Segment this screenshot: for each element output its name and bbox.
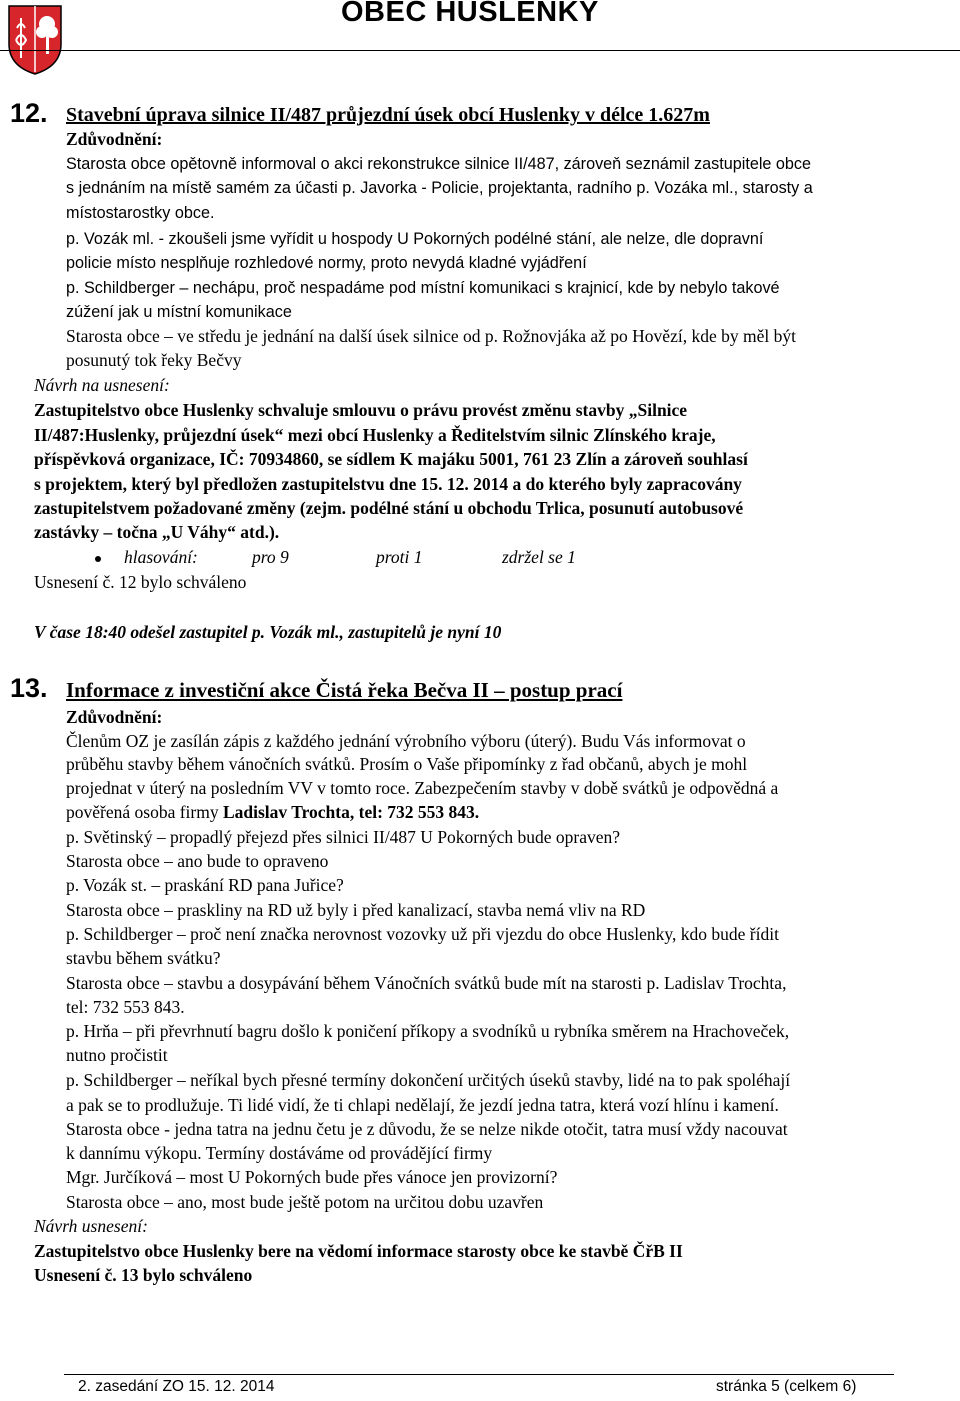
section-12-line: Starosta obce opětovně informoval o akci rekonstrukce silnice II/487, zároveň seznámil zastupitele obce — [66, 155, 812, 173]
section-13-line — [66, 802, 479, 822]
section-13-number: 13. — [10, 673, 48, 703]
contact-info: Ladislav Trochta, tel: 732 553 843. — [222, 802, 480, 822]
section-13-line: Starosta obce - jedna tatra na jednu četu je z důvodu, že se nelze nikde otočit, tatra musí vždy nacouvat — [66, 1119, 788, 1139]
section-12-resolution-line: II/487:Huslenky, průjezdní úsek“ mezi obcí Huslenky a Ředitelstvím silnic Zlínského kraje, — [34, 425, 716, 445]
section-12-resolution-line: zastupitelstvem požadované změny (zejm. podélné stání u obchodu Trlica, posunutí autobusové — [34, 498, 744, 518]
section-13-line: p. Světinský – propadlý přejezd přes silnici II/487 U Pokorných bude opraven? — [66, 827, 621, 847]
section-13-line: a pak se to prodlužuje. Ti lidé vidí, že ti chlapi nedělají, že jezdí jedna tatra, která vozí hlínu i kamení. — [66, 1095, 779, 1115]
section-13-reason-label: Zdůvodnění: — [66, 707, 163, 727]
vote-against: proti 1 — [376, 547, 423, 567]
section-13-line: Starosta obce – ano bude to opraveno — [66, 851, 329, 871]
section-13-line: Starosta obce – stavbu a dosypávání během Vánočních svátků bude mít na starosti p. Ladislav Trochta, — [66, 973, 787, 993]
section-12-line: policie místo nesplňuje rozhledové normy, proto nevydá kladné vyjádření — [66, 254, 587, 272]
section-12-line: zúžení jak u místní komunikace — [66, 303, 292, 321]
section-12-proposal-label: Návrh na usnesení: — [34, 375, 170, 395]
section-12-line: posunutý tok řeky Bečvy — [66, 350, 242, 370]
municipal-crest-icon — [7, 4, 63, 76]
section-13-line: Starosta obce – ano, most bude ještě potom na určitou dobu uzavřen — [66, 1192, 544, 1212]
section-13-result: Usnesení č. 13 bylo schváleno — [34, 1265, 253, 1285]
vote-bullet — [95, 556, 101, 562]
footer-divider — [64, 1374, 894, 1375]
section-12-result: Usnesení č. 12 bylo schváleno — [34, 572, 247, 592]
section-12-reason-label: Zdůvodnění: — [66, 129, 163, 149]
section-13-line: p. Vozák st. – praskání RD pana Juřice? — [66, 875, 344, 895]
section-13-proposal-label: Návrh usnesení: — [34, 1216, 148, 1236]
footer-page-number: stránka 5 (celkem 6) — [716, 1378, 857, 1395]
section-13-line: Mgr. Jurčíková – most U Pokorných bude přes vánoce jen provizorní? — [66, 1167, 558, 1187]
section-13-line: Členům OZ je zasílán zápis z každého jednání výrobního výboru (úterý). Budu Vás informovat o — [66, 731, 746, 751]
section-12-resolution-line: zastávky – točna „U Váhy“ atd.). — [34, 522, 280, 542]
vote-label: hlasování: — [124, 547, 198, 567]
section-13-line-text: pověřená osoba firmy — [66, 802, 223, 822]
section-13-line: tel: 732 553 843. — [66, 997, 185, 1017]
vote-abstain: zdržel se 1 — [502, 547, 576, 567]
section-13-resolution: Zastupitelstvo obce Huslenky bere na vědomí informace starosty obce ke stavbě ČřB II — [34, 1241, 683, 1261]
section-13-line: nutno pročistit — [66, 1045, 168, 1065]
section-12-line: místostarostky obce. — [66, 204, 215, 222]
section-13-line: p. Schildberger – neříkal bych přesné termíny dokončení určitých úseků stavby, lidé na to pak spoléhají — [66, 1070, 791, 1090]
section-13-line: p. Hrňa – při převrhnutí bagru došlo k poničení příkopy a svodníků u rybníka směrem na Hrachoveček, — [66, 1021, 790, 1041]
section-13-line: stavbu během svátku? — [66, 948, 221, 968]
section-13-title: Informace z investiční akce Čistá řeka Bečva II – postup prací — [66, 678, 623, 702]
section-12-title: Stavební úprava silnice II/487 průjezdní úsek obcí Huslenky v délce 1.627m — [66, 104, 710, 126]
section-12-line: p. Vozák ml. - zkoušeli jsme vyřídit u hospody U Pokorných podélné stání, ale nelze, dle dopravní — [66, 230, 764, 248]
section-13-line: průběhu stavby během vánočních svátků. Prosím o Vaše připomínky z řad občanů, abych je mohl — [66, 754, 748, 774]
section-12-number: 12. — [10, 98, 48, 128]
section-12-line: s jednáním na místě samém za účasti p. Javorka - Policie, projektanta, radního p. Vozáka ml., starosty a — [66, 179, 813, 197]
section-13-line: k dannímu výkopu. Termíny dostáváme od provádějící firmy — [66, 1143, 493, 1163]
section-12-line: p. Schildberger – nechápu, proč nespadáme pod místní komunikaci s krajnicí, kde by nebylo takové — [66, 279, 780, 297]
page-title: OBEC HUSLENKY — [341, 0, 599, 28]
section-12-resolution-line: příspěvková organizace, IČ: 70934860, se sídlem K majáku 5001, 761 23 Zlín a zároveň souhlasí — [34, 449, 748, 469]
section-12-resolution-line: Zastupitelstvo obce Huslenky schvaluje smlouvu o právu provést změnu stavby „Silnice — [34, 400, 688, 420]
section-13-line: projednat v úterý na posledním VV v tomto roce. Zabezpečením stavby v době svátků je odpovědná a — [66, 778, 779, 798]
section-12-line: Starosta obce – ve středu je jednání na další úsek silnice od p. Rožnovjáka až po Hovězí, kde by měl být — [66, 326, 796, 346]
section-12-resolution-line: s projektem, který byl předložen zastupitelstvu dne 15. 12. 2014 a do kterého byly zapracovány — [34, 474, 742, 494]
section-12-note: V čase 18:40 odešel zastupitel p. Vozák ml., zastupitelů je nyní 10 — [34, 622, 502, 642]
footer-meeting-info: 2. zasedání ZO 15. 12. 2014 — [78, 1378, 275, 1395]
vote-for: pro 9 — [252, 547, 289, 567]
header-divider — [0, 50, 960, 51]
section-13-line: Starosta obce – praskliny na RD už byly i před kanalizací, stavba nemá vliv na RD — [66, 900, 646, 920]
section-13-line: p. Schildberger – proč není značka nerovnost vozovky už při vjezdu do obce Huslenky, kdo bude řídit — [66, 924, 779, 944]
